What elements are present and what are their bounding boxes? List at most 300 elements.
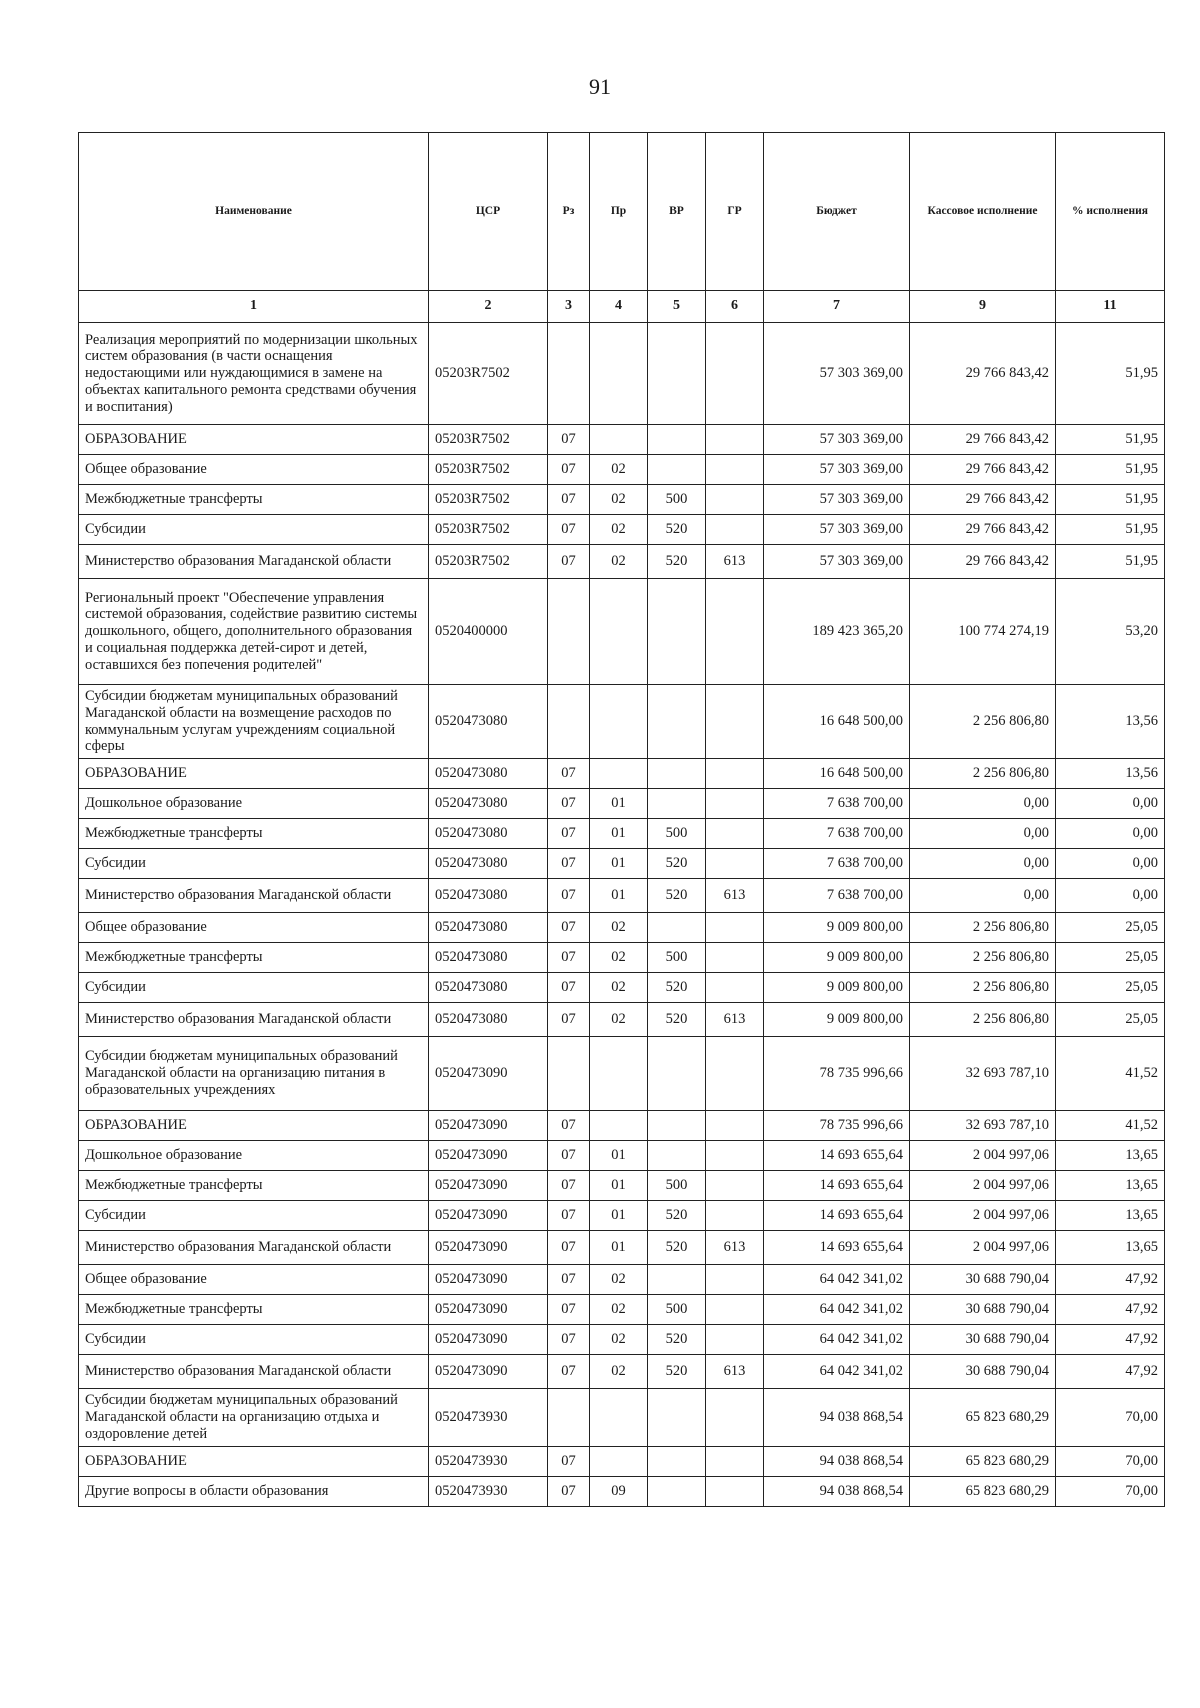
row-cash: 2 004 997,06 xyxy=(910,1201,1056,1231)
row-cash: 2 256 806,80 xyxy=(910,759,1056,789)
row-csr: 05203R7502 xyxy=(429,455,548,485)
row-vr: 520 xyxy=(648,1325,706,1355)
table-row xyxy=(79,759,1165,789)
row-budget: 94 038 868,54 xyxy=(764,1477,910,1507)
row-cash: 2 004 997,06 xyxy=(910,1231,1056,1265)
row-rz: 07 xyxy=(548,485,590,515)
row-pr xyxy=(590,1447,648,1477)
row-pr: 02 xyxy=(590,1295,648,1325)
row-percent: 47,92 xyxy=(1056,1325,1165,1355)
row-csr: 05203R7502 xyxy=(429,425,548,455)
row-cash: 32 693 787,10 xyxy=(910,1037,1056,1111)
row-gr xyxy=(706,485,764,515)
row-name: Другие вопросы в области образования xyxy=(79,1477,429,1507)
row-percent: 25,05 xyxy=(1056,943,1165,973)
row-rz: 07 xyxy=(548,849,590,879)
table-row xyxy=(79,579,1165,685)
row-cash: 65 823 680,29 xyxy=(910,1389,1056,1447)
row-name: Министерство образования Магаданской области xyxy=(79,1003,429,1037)
row-gr xyxy=(706,1201,764,1231)
table-row xyxy=(79,1477,1165,1507)
header-gr: ГР xyxy=(706,133,764,291)
row-gr xyxy=(706,1037,764,1111)
row-pr: 01 xyxy=(590,849,648,879)
row-gr xyxy=(706,1111,764,1141)
row-name: Министерство образования Магаданской области xyxy=(79,1355,429,1389)
table-row xyxy=(79,789,1165,819)
row-pr: 02 xyxy=(590,1265,648,1295)
table-row xyxy=(79,1265,1165,1295)
row-cash: 29 766 843,42 xyxy=(910,515,1056,545)
row-name: Министерство образования Магаданской области xyxy=(79,545,429,579)
row-rz: 07 xyxy=(548,819,590,849)
row-gr xyxy=(706,1447,764,1477)
table-row xyxy=(79,1325,1165,1355)
row-csr: 0520473080 xyxy=(429,879,548,913)
row-csr: 0520473090 xyxy=(429,1037,548,1111)
row-vr: 520 xyxy=(648,849,706,879)
column-number: 1 xyxy=(79,291,429,323)
row-budget: 7 638 700,00 xyxy=(764,819,910,849)
row-budget: 94 038 868,54 xyxy=(764,1389,910,1447)
header-rz: Рз xyxy=(548,133,590,291)
row-vr xyxy=(648,1111,706,1141)
row-csr: 0520473090 xyxy=(429,1295,548,1325)
row-name: Субсидии xyxy=(79,1325,429,1355)
row-rz: 07 xyxy=(548,1265,590,1295)
row-vr xyxy=(648,579,706,685)
row-vr xyxy=(648,759,706,789)
row-percent: 13,65 xyxy=(1056,1171,1165,1201)
row-pr: 01 xyxy=(590,1171,648,1201)
budget-execution-table xyxy=(78,132,1165,1507)
row-csr: 0520473090 xyxy=(429,1111,548,1141)
row-rz: 07 xyxy=(548,1295,590,1325)
row-budget: 64 042 341,02 xyxy=(764,1295,910,1325)
row-csr: 0520473090 xyxy=(429,1201,548,1231)
column-number: 6 xyxy=(706,291,764,323)
row-gr xyxy=(706,849,764,879)
row-rz: 07 xyxy=(548,1231,590,1265)
row-pr: 01 xyxy=(590,819,648,849)
row-pr: 02 xyxy=(590,545,648,579)
header-row xyxy=(79,133,1165,291)
page-number: 91 xyxy=(589,74,611,99)
row-csr: 0520473930 xyxy=(429,1447,548,1477)
table-row xyxy=(79,1389,1165,1447)
row-cash: 29 766 843,42 xyxy=(910,425,1056,455)
row-cash: 30 688 790,04 xyxy=(910,1325,1056,1355)
row-pr xyxy=(590,425,648,455)
row-percent: 51,95 xyxy=(1056,425,1165,455)
row-budget: 7 638 700,00 xyxy=(764,879,910,913)
row-percent: 0,00 xyxy=(1056,819,1165,849)
row-rz xyxy=(548,1037,590,1111)
row-vr: 500 xyxy=(648,943,706,973)
row-rz: 07 xyxy=(548,455,590,485)
row-name: Министерство образования Магаданской области xyxy=(79,1231,429,1265)
row-budget: 57 303 369,00 xyxy=(764,485,910,515)
row-csr: 0520473080 xyxy=(429,973,548,1003)
row-percent: 13,56 xyxy=(1056,759,1165,789)
row-name: Субсидии бюджетам муниципальных образований Магаданской области на возмещение расходов по коммунальным услугам учреждениям социальной сферы xyxy=(79,685,429,759)
row-pr: 01 xyxy=(590,1231,648,1265)
row-gr xyxy=(706,1389,764,1447)
row-vr: 520 xyxy=(648,1355,706,1389)
row-csr: 0520473080 xyxy=(429,1003,548,1037)
header-budget: Бюджет xyxy=(764,133,910,291)
row-csr: 0520473080 xyxy=(429,759,548,789)
row-pr: 02 xyxy=(590,1325,648,1355)
row-pr: 02 xyxy=(590,943,648,973)
row-percent: 51,95 xyxy=(1056,323,1165,425)
row-rz: 07 xyxy=(548,943,590,973)
table-row xyxy=(79,1003,1165,1037)
row-rz: 07 xyxy=(548,1141,590,1171)
row-budget: 7 638 700,00 xyxy=(764,849,910,879)
row-budget: 189 423 365,20 xyxy=(764,579,910,685)
row-budget: 9 009 800,00 xyxy=(764,913,910,943)
row-budget: 9 009 800,00 xyxy=(764,973,910,1003)
row-gr xyxy=(706,323,764,425)
table-row xyxy=(79,1201,1165,1231)
row-cash: 29 766 843,42 xyxy=(910,323,1056,425)
table-row xyxy=(79,973,1165,1003)
row-pr: 02 xyxy=(590,485,648,515)
row-cash: 30 688 790,04 xyxy=(910,1265,1056,1295)
table-row xyxy=(79,485,1165,515)
row-csr: 0520473090 xyxy=(429,1355,548,1389)
row-gr xyxy=(706,789,764,819)
row-gr xyxy=(706,943,764,973)
row-rz: 07 xyxy=(548,913,590,943)
row-gr: 613 xyxy=(706,1355,764,1389)
row-csr: 0520473080 xyxy=(429,685,548,759)
row-pr: 01 xyxy=(590,789,648,819)
row-csr: 05203R7502 xyxy=(429,323,548,425)
row-vr: 520 xyxy=(648,1201,706,1231)
row-gr xyxy=(706,1295,764,1325)
row-budget: 57 303 369,00 xyxy=(764,545,910,579)
table-row xyxy=(79,879,1165,913)
row-csr: 0520473090 xyxy=(429,1325,548,1355)
row-vr xyxy=(648,425,706,455)
header-vr: ВР xyxy=(648,133,706,291)
row-pr: 09 xyxy=(590,1477,648,1507)
row-name: ОБРАЗОВАНИЕ xyxy=(79,1447,429,1477)
row-vr xyxy=(648,1477,706,1507)
row-budget: 9 009 800,00 xyxy=(764,943,910,973)
table-row xyxy=(79,455,1165,485)
row-rz: 07 xyxy=(548,879,590,913)
table-row xyxy=(79,425,1165,455)
row-budget: 64 042 341,02 xyxy=(764,1325,910,1355)
row-csr: 0520473090 xyxy=(429,1141,548,1171)
row-percent: 0,00 xyxy=(1056,849,1165,879)
row-rz: 07 xyxy=(548,973,590,1003)
row-pr xyxy=(590,759,648,789)
row-gr: 613 xyxy=(706,879,764,913)
row-pr: 01 xyxy=(590,879,648,913)
row-gr xyxy=(706,425,764,455)
row-percent: 13,56 xyxy=(1056,685,1165,759)
row-rz: 07 xyxy=(548,1003,590,1037)
row-name: Межбюджетные трансферты xyxy=(79,485,429,515)
row-name: Общее образование xyxy=(79,913,429,943)
row-cash: 65 823 680,29 xyxy=(910,1447,1056,1477)
column-number: 5 xyxy=(648,291,706,323)
row-percent: 51,95 xyxy=(1056,515,1165,545)
table-row xyxy=(79,1231,1165,1265)
table-row xyxy=(79,819,1165,849)
row-vr: 520 xyxy=(648,545,706,579)
row-name: Общее образование xyxy=(79,1265,429,1295)
row-vr xyxy=(648,1447,706,1477)
row-percent: 47,92 xyxy=(1056,1265,1165,1295)
row-percent: 41,52 xyxy=(1056,1037,1165,1111)
row-name: ОБРАЗОВАНИЕ xyxy=(79,425,429,455)
row-cash: 2 256 806,80 xyxy=(910,943,1056,973)
table-row xyxy=(79,1111,1165,1141)
row-rz: 07 xyxy=(548,1325,590,1355)
row-gr xyxy=(706,1171,764,1201)
row-vr: 520 xyxy=(648,1003,706,1037)
row-name: Субсидии бюджетам муниципальных образований Магаданской области на организацию питания в образовательных учреждениях xyxy=(79,1037,429,1111)
row-csr: 05203R7502 xyxy=(429,515,548,545)
row-name: Дошкольное образование xyxy=(79,789,429,819)
row-name: ОБРАЗОВАНИЕ xyxy=(79,1111,429,1141)
row-rz: 07 xyxy=(548,515,590,545)
row-cash: 2 256 806,80 xyxy=(910,913,1056,943)
row-percent: 13,65 xyxy=(1056,1201,1165,1231)
row-name: Общее образование xyxy=(79,455,429,485)
row-rz: 07 xyxy=(548,1355,590,1389)
row-pr xyxy=(590,579,648,685)
table-row xyxy=(79,849,1165,879)
row-gr: 613 xyxy=(706,545,764,579)
row-name: Межбюджетные трансферты xyxy=(79,819,429,849)
row-vr: 520 xyxy=(648,973,706,1003)
row-name: Реализация мероприятий по модернизации школьных систем образования (в части оснащения недостающими или нуждающимися в замене на объектах капитального ремонта средствами обучения и воспитания) xyxy=(79,323,429,425)
row-percent: 0,00 xyxy=(1056,789,1165,819)
row-name: Дошкольное образование xyxy=(79,1141,429,1171)
row-budget: 14 693 655,64 xyxy=(764,1141,910,1171)
row-cash: 2 256 806,80 xyxy=(910,973,1056,1003)
row-percent: 70,00 xyxy=(1056,1389,1165,1447)
row-percent: 13,65 xyxy=(1056,1141,1165,1171)
row-cash: 30 688 790,04 xyxy=(910,1355,1056,1389)
row-pr xyxy=(590,685,648,759)
row-pr: 01 xyxy=(590,1201,648,1231)
row-gr xyxy=(706,455,764,485)
row-pr: 02 xyxy=(590,973,648,1003)
row-rz xyxy=(548,323,590,425)
row-rz: 07 xyxy=(548,425,590,455)
row-csr: 05203R7502 xyxy=(429,545,548,579)
row-name: Субсидии xyxy=(79,1201,429,1231)
row-gr xyxy=(706,1325,764,1355)
row-csr: 0520473930 xyxy=(429,1477,548,1507)
row-vr: 500 xyxy=(648,819,706,849)
row-rz: 07 xyxy=(548,1447,590,1477)
column-number: 4 xyxy=(590,291,648,323)
row-budget: 94 038 868,54 xyxy=(764,1447,910,1477)
row-cash: 2 256 806,80 xyxy=(910,685,1056,759)
row-cash: 29 766 843,42 xyxy=(910,545,1056,579)
row-percent: 47,92 xyxy=(1056,1355,1165,1389)
row-cash: 0,00 xyxy=(910,789,1056,819)
row-cash: 2 004 997,06 xyxy=(910,1141,1056,1171)
row-rz: 07 xyxy=(548,759,590,789)
row-percent: 25,05 xyxy=(1056,913,1165,943)
row-cash: 0,00 xyxy=(910,879,1056,913)
row-gr xyxy=(706,913,764,943)
row-percent: 0,00 xyxy=(1056,879,1165,913)
row-vr xyxy=(648,1037,706,1111)
row-pr: 01 xyxy=(590,1141,648,1171)
row-percent: 51,95 xyxy=(1056,455,1165,485)
row-percent: 13,65 xyxy=(1056,1231,1165,1265)
table-row xyxy=(79,515,1165,545)
row-percent: 70,00 xyxy=(1056,1477,1165,1507)
row-budget: 9 009 800,00 xyxy=(764,1003,910,1037)
table-row xyxy=(79,913,1165,943)
row-gr xyxy=(706,819,764,849)
row-csr: 0520473090 xyxy=(429,1265,548,1295)
row-name: Межбюджетные трансферты xyxy=(79,943,429,973)
row-rz: 07 xyxy=(548,1111,590,1141)
row-rz: 07 xyxy=(548,1171,590,1201)
header-percent: % исполнения xyxy=(1056,133,1165,291)
row-rz: 07 xyxy=(548,545,590,579)
row-percent: 25,05 xyxy=(1056,1003,1165,1037)
row-budget: 14 693 655,64 xyxy=(764,1201,910,1231)
row-cash: 0,00 xyxy=(910,849,1056,879)
table-row xyxy=(79,1037,1165,1111)
row-percent: 47,92 xyxy=(1056,1295,1165,1325)
row-csr: 0520400000 xyxy=(429,579,548,685)
column-number: 2 xyxy=(429,291,548,323)
row-gr xyxy=(706,685,764,759)
row-budget: 16 648 500,00 xyxy=(764,759,910,789)
row-gr xyxy=(706,579,764,685)
row-vr xyxy=(648,1265,706,1295)
row-vr: 500 xyxy=(648,1295,706,1325)
row-vr: 520 xyxy=(648,515,706,545)
row-csr: 0520473080 xyxy=(429,943,548,973)
row-pr: 02 xyxy=(590,515,648,545)
row-cash: 2 256 806,80 xyxy=(910,1003,1056,1037)
row-percent: 53,20 xyxy=(1056,579,1165,685)
row-percent: 70,00 xyxy=(1056,1447,1165,1477)
row-percent: 51,95 xyxy=(1056,485,1165,515)
row-pr: 02 xyxy=(590,1003,648,1037)
column-number: 9 xyxy=(910,291,1056,323)
row-vr xyxy=(648,455,706,485)
row-name: Министерство образования Магаданской области xyxy=(79,879,429,913)
row-csr: 0520473090 xyxy=(429,1231,548,1265)
table-row xyxy=(79,1171,1165,1201)
row-vr xyxy=(648,685,706,759)
row-budget: 16 648 500,00 xyxy=(764,685,910,759)
row-budget: 57 303 369,00 xyxy=(764,323,910,425)
row-cash: 0,00 xyxy=(910,819,1056,849)
row-csr: 05203R7502 xyxy=(429,485,548,515)
table-row xyxy=(79,943,1165,973)
row-name: Субсидии бюджетам муниципальных образований Магаданской области на организацию отдыха и оздоровление детей xyxy=(79,1389,429,1447)
row-csr: 0520473930 xyxy=(429,1389,548,1447)
row-pr: 02 xyxy=(590,1355,648,1389)
row-cash: 29 766 843,42 xyxy=(910,455,1056,485)
row-name: Субсидии xyxy=(79,973,429,1003)
row-budget: 78 735 996,66 xyxy=(764,1037,910,1111)
row-gr: 613 xyxy=(706,1003,764,1037)
row-gr xyxy=(706,1141,764,1171)
row-gr xyxy=(706,759,764,789)
row-name: ОБРАЗОВАНИЕ xyxy=(79,759,429,789)
row-rz: 07 xyxy=(548,789,590,819)
row-gr xyxy=(706,1265,764,1295)
header-csr: ЦСР xyxy=(429,133,548,291)
row-percent: 25,05 xyxy=(1056,973,1165,1003)
row-pr xyxy=(590,1111,648,1141)
row-name: Субсидии xyxy=(79,515,429,545)
row-name: Межбюджетные трансферты xyxy=(79,1171,429,1201)
row-cash: 29 766 843,42 xyxy=(910,485,1056,515)
row-budget: 14 693 655,64 xyxy=(764,1231,910,1265)
row-vr xyxy=(648,1141,706,1171)
table-row xyxy=(79,1447,1165,1477)
row-name: Субсидии xyxy=(79,849,429,879)
row-rz: 07 xyxy=(548,1201,590,1231)
header-pr: Пр xyxy=(590,133,648,291)
row-gr xyxy=(706,1477,764,1507)
row-budget: 78 735 996,66 xyxy=(764,1111,910,1141)
row-cash: 2 004 997,06 xyxy=(910,1171,1056,1201)
row-csr: 0520473090 xyxy=(429,1171,548,1201)
row-rz: 07 xyxy=(548,1477,590,1507)
row-budget: 14 693 655,64 xyxy=(764,1171,910,1201)
row-csr: 0520473080 xyxy=(429,849,548,879)
row-gr: 613 xyxy=(706,1231,764,1265)
row-vr xyxy=(648,1389,706,1447)
row-cash: 100 774 274,19 xyxy=(910,579,1056,685)
row-vr xyxy=(648,789,706,819)
row-vr: 500 xyxy=(648,485,706,515)
row-percent: 41,52 xyxy=(1056,1111,1165,1141)
row-vr: 520 xyxy=(648,879,706,913)
table-body xyxy=(79,323,1165,1507)
header-name: Наименование xyxy=(79,133,429,291)
row-pr: 02 xyxy=(590,913,648,943)
row-budget: 64 042 341,02 xyxy=(764,1355,910,1389)
column-number-row xyxy=(79,291,1165,323)
table-row xyxy=(79,545,1165,579)
row-vr: 500 xyxy=(648,1171,706,1201)
column-number: 7 xyxy=(764,291,910,323)
row-gr xyxy=(706,973,764,1003)
row-cash: 65 823 680,29 xyxy=(910,1477,1056,1507)
row-pr xyxy=(590,1037,648,1111)
row-csr: 0520473080 xyxy=(429,913,548,943)
row-pr xyxy=(590,323,648,425)
column-number: 3 xyxy=(548,291,590,323)
row-csr: 0520473080 xyxy=(429,789,548,819)
row-gr xyxy=(706,515,764,545)
table-row xyxy=(79,1141,1165,1171)
row-vr xyxy=(648,913,706,943)
row-budget: 57 303 369,00 xyxy=(764,455,910,485)
